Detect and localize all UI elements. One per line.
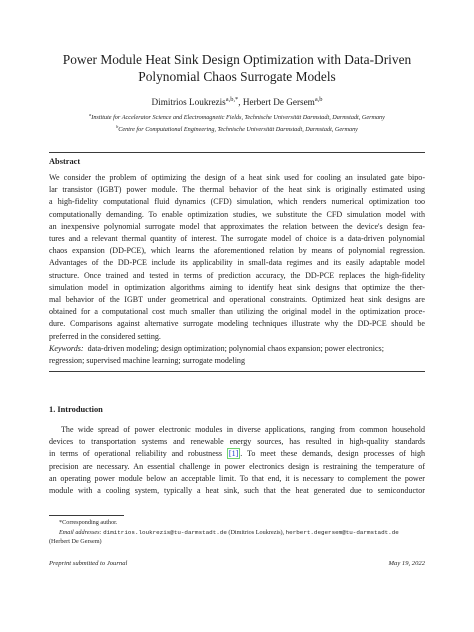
abstract-line: dure. Comparisons against alternative surrogate modeling techniques illustrate why the DD-PCE should be xyxy=(49,319,425,329)
affiliation-a: $^a$Institute for Accelerator Science and Electromagnetic Fields, Technische Universität Darmstadt, Darmstadt, Germany xyxy=(89,112,385,122)
keywords-label: Keywords: xyxy=(49,343,84,353)
keywords-text-1: data-driven modeling; design optimization; polynomial chaos expansion; power electronics; xyxy=(87,343,384,353)
email-owner-loukrezis: (Dimitrios Loukrezis), xyxy=(228,528,285,536)
email-owner-degersem: (Herbert De Gersem) xyxy=(49,538,102,546)
abstract-line: simulation model in optimization algorithms aiming to identify heat sink designs that optimize the ther- xyxy=(49,282,425,292)
abstract-line: mal behavior of the IGBT under geometrical and operational constraints. Optimized heat sink designs are xyxy=(49,295,425,305)
paper-title xyxy=(0,52,474,85)
abstract-body xyxy=(49,172,425,367)
intro-line: module with a cooling system, typically a heat sink, such that the heat generated due to semiconductor xyxy=(49,486,425,496)
abstract-line: chaos expansion (DD-PCE), which learns the aforementioned relation by means of polynomial regression. xyxy=(49,246,425,256)
email-line xyxy=(49,528,425,538)
preprint-note: Preprint submitted to Journal xyxy=(49,560,128,567)
intro-line: The wide spread of power electronic modules in diverse applications, ranging from common household xyxy=(61,425,425,434)
footnote xyxy=(49,518,425,547)
abstract-line: tures and a relevant thermal quantity of interest. The surrogate model of choice is a data-driven polynomial xyxy=(49,234,425,244)
abstract-heading: Abstract xyxy=(49,157,81,166)
affiliation-b: $^b$Centre for Computational Engineering, Technische Universität Darmstadt, Darmstadt, Germany xyxy=(116,123,358,133)
intro-line: precision are necessary. An essential challenge in power electronics design is restraining the temperature of xyxy=(49,461,425,471)
introduction-body xyxy=(49,424,425,497)
abstract-line: an inexpensive polynomial surrogate model that approximates the relation between the device's design fea- xyxy=(49,221,425,231)
affiliations xyxy=(0,111,474,134)
abstract-bottom-rule xyxy=(49,371,425,372)
email-link-loukrezis[interactable]: dimitrios.loukrezis@tu-darmstadt.de xyxy=(103,528,227,536)
abstract-line: a high-fidelity computational fluid dynamics (CFD) simulation, which renders numerical optimization too xyxy=(49,197,425,207)
abstract-top-rule xyxy=(49,152,425,153)
abstract-line: We consider the problem of optimizing the design of a heat sink used for cooling an insulated gate bipo- xyxy=(49,173,425,182)
author-list: Dimitrios Loukrezis$^{a,b,*}$, Herbert De Gersem$^{a,b}$ xyxy=(151,96,323,108)
keywords-line-2: regression; supervised machine learning; surrogate modeling xyxy=(49,356,245,366)
email-label: Email addresses: xyxy=(59,528,102,536)
title-line-2: Polynomial Chaos Surrogate Models xyxy=(138,68,336,84)
abstract-line: computationally demanding. To enable optimization studies, we substitute the CFD simulation model with xyxy=(49,209,425,219)
abstract-line: lar transistor (IGBT) power module. The thermal behavior of the heat sink is originally estimated using xyxy=(49,185,425,195)
citation-link[interactable]: [1] xyxy=(228,449,239,459)
section-heading-introduction: 1. Introduction xyxy=(49,405,103,414)
abstract-line: obtained for a computational cost much smaller than utilizing the original model in the optimization proce- xyxy=(49,307,425,317)
corresponding-note: *Corresponding author. xyxy=(59,519,118,526)
keywords-line-1 xyxy=(49,343,425,355)
intro-line-3 xyxy=(49,448,425,460)
abstract-line: preferred in the considered setting. xyxy=(49,331,161,341)
abstract-line: Advantages of the DD-PCE include its applicability in small-data regimes and its easily adaptable model xyxy=(49,258,425,268)
intro-line-3-pre: in terms of operational reliability and robustness xyxy=(49,449,223,459)
intro-line-3-post: . To meet these demands, design processes of high xyxy=(240,449,426,459)
title-line-1: Power Module Heat Sink Design Optimization with Data-Driven xyxy=(62,52,412,67)
abstract-line: structure. Once trained and tested in terms of prediction accuracy, the DD-PCE replaces the high-fidelity xyxy=(49,270,425,280)
intro-line: an operating power module below an acceptable limit. To that end, it is necessary to complement the power xyxy=(49,473,425,483)
footnote-rule xyxy=(49,515,124,516)
intro-line: devices to transportation systems and renewable energy sources, has resulted in high-quality standards xyxy=(49,437,425,447)
date-stamp: May 19, 2022 xyxy=(388,560,425,567)
email-link-degersem[interactable]: herbert.degersem@tu-darmstadt.de xyxy=(285,528,399,536)
